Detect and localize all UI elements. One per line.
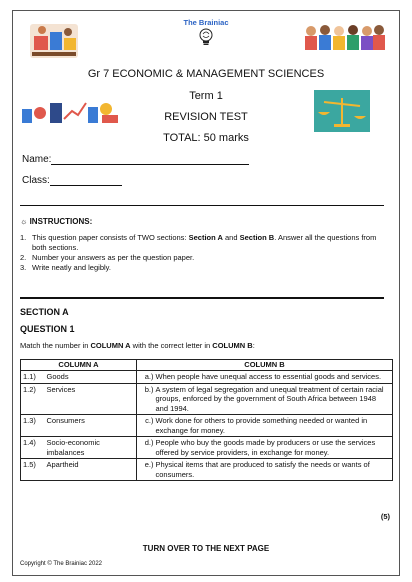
class-label: Class: <box>22 175 50 186</box>
total-marks: TOTAL: 50 marks <box>163 132 249 144</box>
instructions-heading: ☼ INSTRUCTIONS: <box>20 217 93 226</box>
section-divider <box>20 297 384 299</box>
people-illustration <box>303 22 385 50</box>
name-field[interactable] <box>22 154 249 165</box>
instruction-item: 3. Write neatly and legibly. <box>20 263 111 272</box>
column-a-header: COLUMN A <box>21 360 137 371</box>
page-title: Gr 7 ECONOMIC & MANAGEMENT SCIENCES <box>87 68 325 80</box>
table-row: 1.1) Goods a.) When people have unequal access to essential goods and services. <box>21 371 393 384</box>
instructions-list <box>20 233 382 273</box>
class-line[interactable] <box>50 175 122 186</box>
shopping-illustration <box>28 20 80 60</box>
instruction-item: 1. This question paper consists of TWO sections: Section A and Section B. Answer all the questions from both sections. <box>20 233 377 252</box>
name-label: Name: <box>22 154 52 165</box>
lightbulb-icon: ☼ <box>20 217 28 226</box>
name-line[interactable] <box>51 154 249 165</box>
brand-logo <box>166 18 246 52</box>
copyright: Copyright © The Brainiac 2022 <box>20 561 103 567</box>
divider <box>20 205 384 206</box>
term-label: Term 1 <box>189 90 223 102</box>
turn-over-note: TURN OVER TO THE NEXT PAGE <box>142 544 270 553</box>
section-a-heading: SECTION A <box>20 307 69 317</box>
instruction-item: 2. Number your answers as per the question paper. <box>20 253 195 262</box>
question-heading: QUESTION 1 <box>20 324 75 334</box>
column-b-header: COLUMN B <box>137 360 393 371</box>
match-instruction: Match the number in COLUMN A with the correct letter in COLUMN B: <box>20 341 255 350</box>
test-type: REVISION TEST <box>164 111 248 123</box>
class-field[interactable] <box>22 175 122 186</box>
table-header-row <box>21 360 393 371</box>
table-row: 1.3) Consumers c.) Work done for others to provide something needed or wanted in exchange for money. <box>21 415 393 437</box>
question-marks: (5) <box>380 512 390 521</box>
brain-bulb-icon <box>198 27 214 47</box>
matching-table <box>20 359 393 481</box>
brand-name: The Brainiac <box>183 18 229 27</box>
table-row: 1.5) Apartheid e.) Physical items that are produced to satisfy the needs or wants of consumers. <box>21 459 393 481</box>
table-row: 1.4) Socio-economic imbalances d.) People who buy the goods made by producers or use the services offered by service providers, in exchange for money. <box>21 437 393 459</box>
table-row: 1.2) Services b.) A system of legal segregation and unequal treatment of certain racial groups, enforced by the government of South Africa between 1948 and 1994. <box>21 383 393 415</box>
